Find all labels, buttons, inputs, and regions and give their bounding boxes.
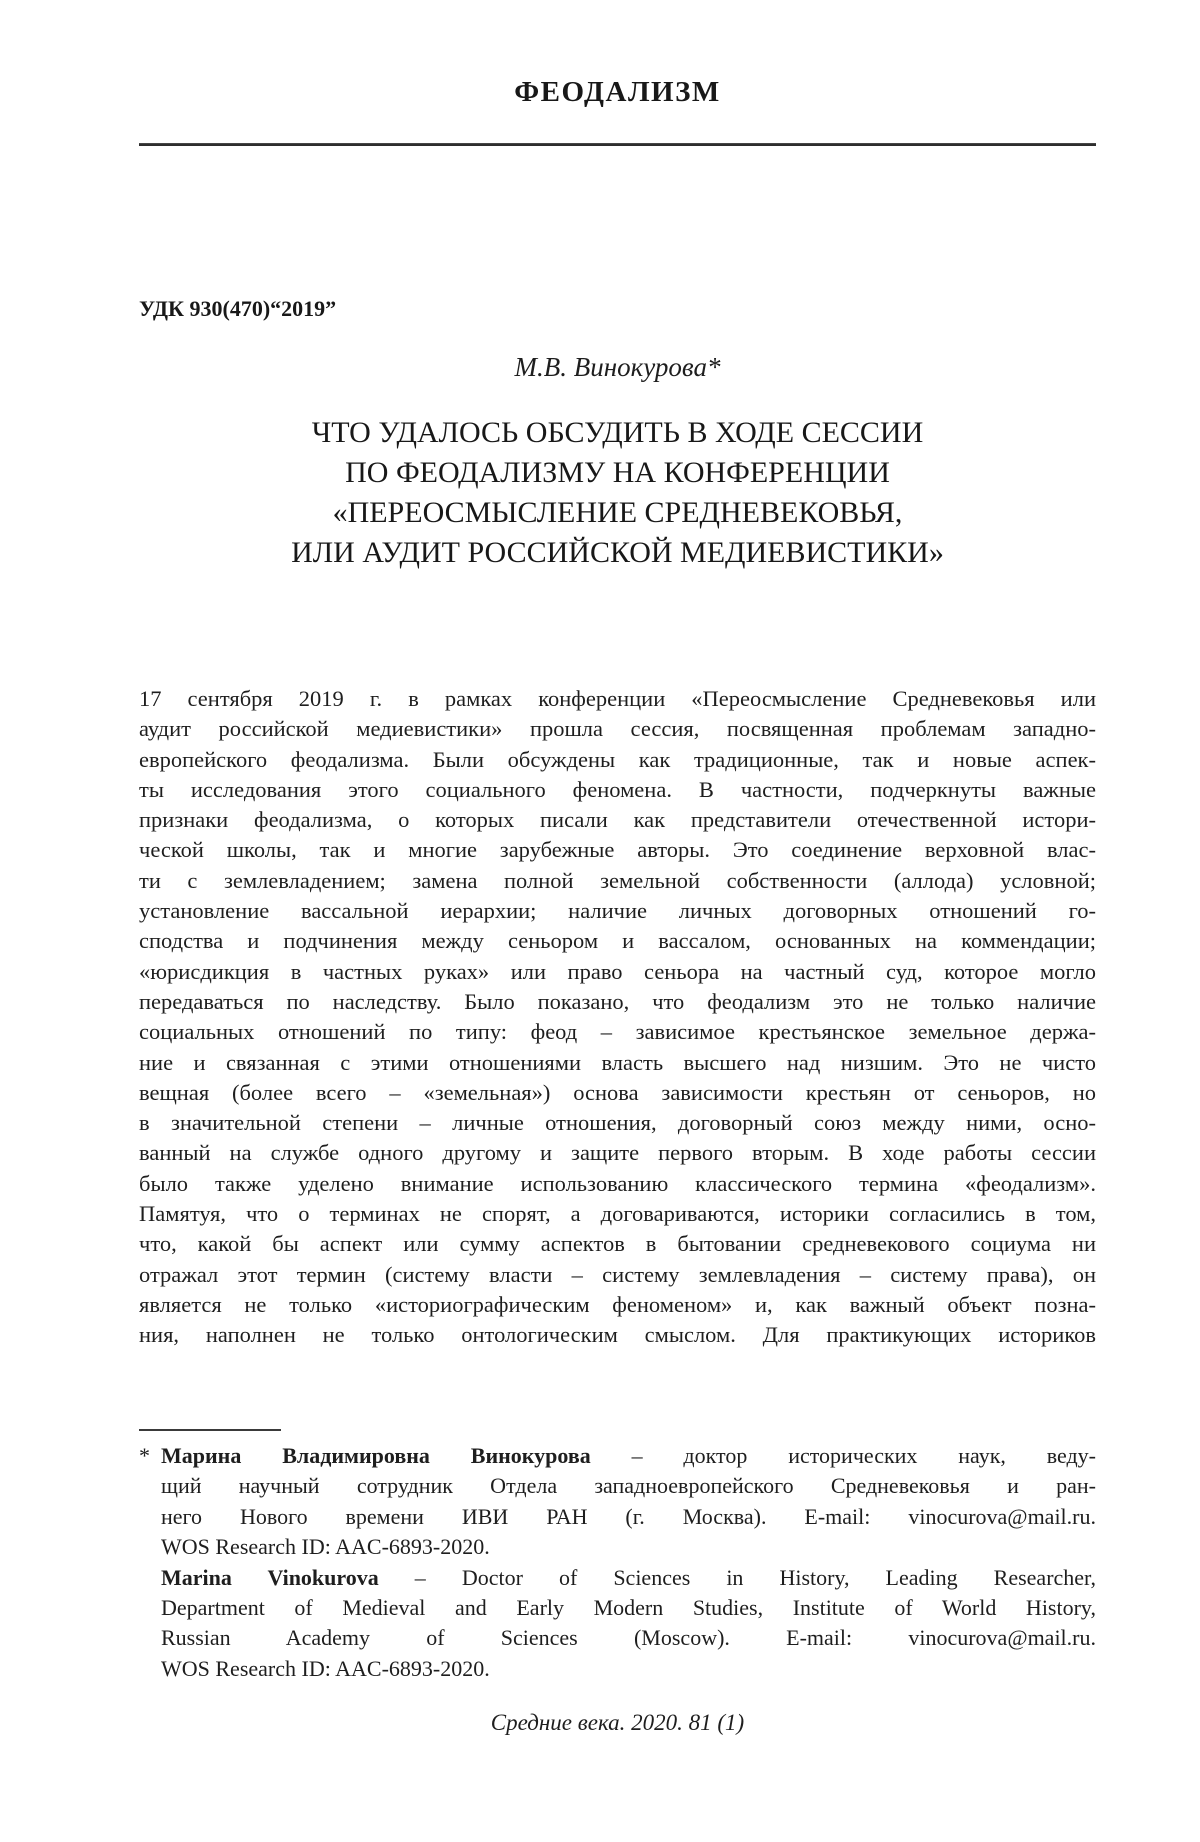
- footnote-author-en: Marina Vinokurova: [161, 1564, 379, 1590]
- body-line: вещная (более всего – «земельная») основа зависимости крестьян от сеньоров, но: [139, 1079, 1096, 1105]
- footnote-text: – доктор исторических наук, веду-: [590, 1443, 1096, 1468]
- body-line: признаки феодализма, о которых писали как представители отечественной истори-: [139, 807, 1096, 833]
- body-line: ти с землевладением; замена полной земельной собственности (аллода) условной;: [139, 867, 1096, 893]
- body-line: было также уделено внимание использованию классического термина «феодализм».: [139, 1170, 1096, 1196]
- footnote-line: Department of Medieval and Early Modern Studies, Institute of World History,: [161, 1595, 1096, 1621]
- body-line: ванный на службе одного другому и защите первого вторым. В ходе работы сессии: [139, 1140, 1096, 1166]
- body-line: ческой школы, так и многие зарубежные авторы. Это соединение верховной влас-: [139, 837, 1096, 863]
- article-title: [139, 413, 1096, 573]
- body-line: европейского феодализма. Были обсуждены как традиционные, так и новые аспек-: [139, 746, 1096, 772]
- article-title-line: ИЛИ АУДИТ РОССИЙСКОЙ МЕДИЕВИСТИКИ»: [291, 536, 944, 569]
- footnote-marker: *: [139, 1443, 150, 1468]
- header-rule: [139, 143, 1096, 146]
- footnote-line: Russian Academy of Sciences (Moscow). E-mail: vinocurova@mail.ru.: [161, 1625, 1096, 1651]
- body-line: ты исследования этого социального феномена. В частности, подчеркнуты важные: [139, 776, 1096, 802]
- body-line: аудит российской медиевистики» прошла сессия, посвященная проблемам западно-: [139, 716, 1096, 742]
- footnote-separator: [139, 1429, 281, 1431]
- footnote-line: [161, 1563, 1096, 1593]
- author-name: М.В. Винокурова*: [514, 352, 721, 382]
- section-header: ФЕОДАЛИЗМ: [514, 76, 721, 108]
- body-line: ние и связанная с этими отношениями власть высшего над низшим. Это не чисто: [139, 1049, 1096, 1075]
- footnote-line: него Нового времени ИВИ РАН (г. Москва). E-mail: vinocurova@mail.ru.: [161, 1503, 1096, 1529]
- udc-code: УДК 930(470)“2019”: [139, 296, 337, 321]
- body-line: является не только «историографическим феноменом» и, как важный объект позна-: [139, 1291, 1096, 1317]
- body-line: передаваться по наследству. Было показано, что феодализм это не только наличие: [139, 988, 1096, 1014]
- footnote: [139, 1441, 1096, 1684]
- footnote-line: [139, 1441, 1096, 1471]
- footnote-line: WOS Research ID: AAC-6893-2020.: [161, 1655, 490, 1681]
- body-line: отражал этот термин (систему власти – систему землевладения – систему права), он: [139, 1261, 1096, 1287]
- body-line: «юрисдикция в частных руках» или право сеньора на частный суд, которое могло: [139, 958, 1096, 984]
- body-line: ния, наполнен не только онтологическим смыслом. Для практикующих историков: [139, 1322, 1096, 1348]
- body-line: социальных отношений по типу: феод – зависимое крестьянское земельное держа-: [139, 1019, 1096, 1045]
- article-title-line: ПО ФЕОДАЛИЗМУ НА КОНФЕРЕНЦИИ: [345, 456, 890, 489]
- footnote-line: WOS Research ID: AAC-6893-2020.: [161, 1534, 490, 1560]
- footnote-author-ru: Марина Владимировна Винокурова: [161, 1443, 591, 1468]
- footnote-text: – Doctor of Sciences in History, Leading Researcher,: [378, 1564, 1096, 1590]
- article-body: [139, 684, 1096, 1351]
- article-title-line: ЧТО УДАЛОСЬ ОБСУДИТЬ В ХОДЕ СЕССИИ: [311, 416, 924, 449]
- article-title-line: «ПЕРЕОСМЫСЛЕНИЕ СРЕДНЕВЕКОВЬЯ,: [332, 496, 903, 529]
- body-line: сподства и подчинения между сеньором и вассалом, основанных на коммендации;: [139, 928, 1096, 954]
- body-line: Памятуя, что о терминах не спорят, а договариваются, историки согласились в том,: [139, 1201, 1096, 1227]
- footnote-line: щий научный сотрудник Отдела западноевропейского Средневековья и ран-: [161, 1473, 1096, 1499]
- journal-footer: Средние века. 2020. 81 (1): [490, 1710, 745, 1735]
- body-line: в значительной степени – личные отношения, договорный союз между ними, осно-: [139, 1110, 1096, 1136]
- body-line: установление вассальной иерархии; наличие личных договорных отношений го-: [139, 898, 1096, 924]
- body-line: 17 сентября 2019 г. в рамках конференции «Переосмысление Средневековья или: [139, 686, 1096, 711]
- body-line: что, какой бы аспект или сумму аспектов в бытовании средневекового социума ни: [139, 1231, 1096, 1257]
